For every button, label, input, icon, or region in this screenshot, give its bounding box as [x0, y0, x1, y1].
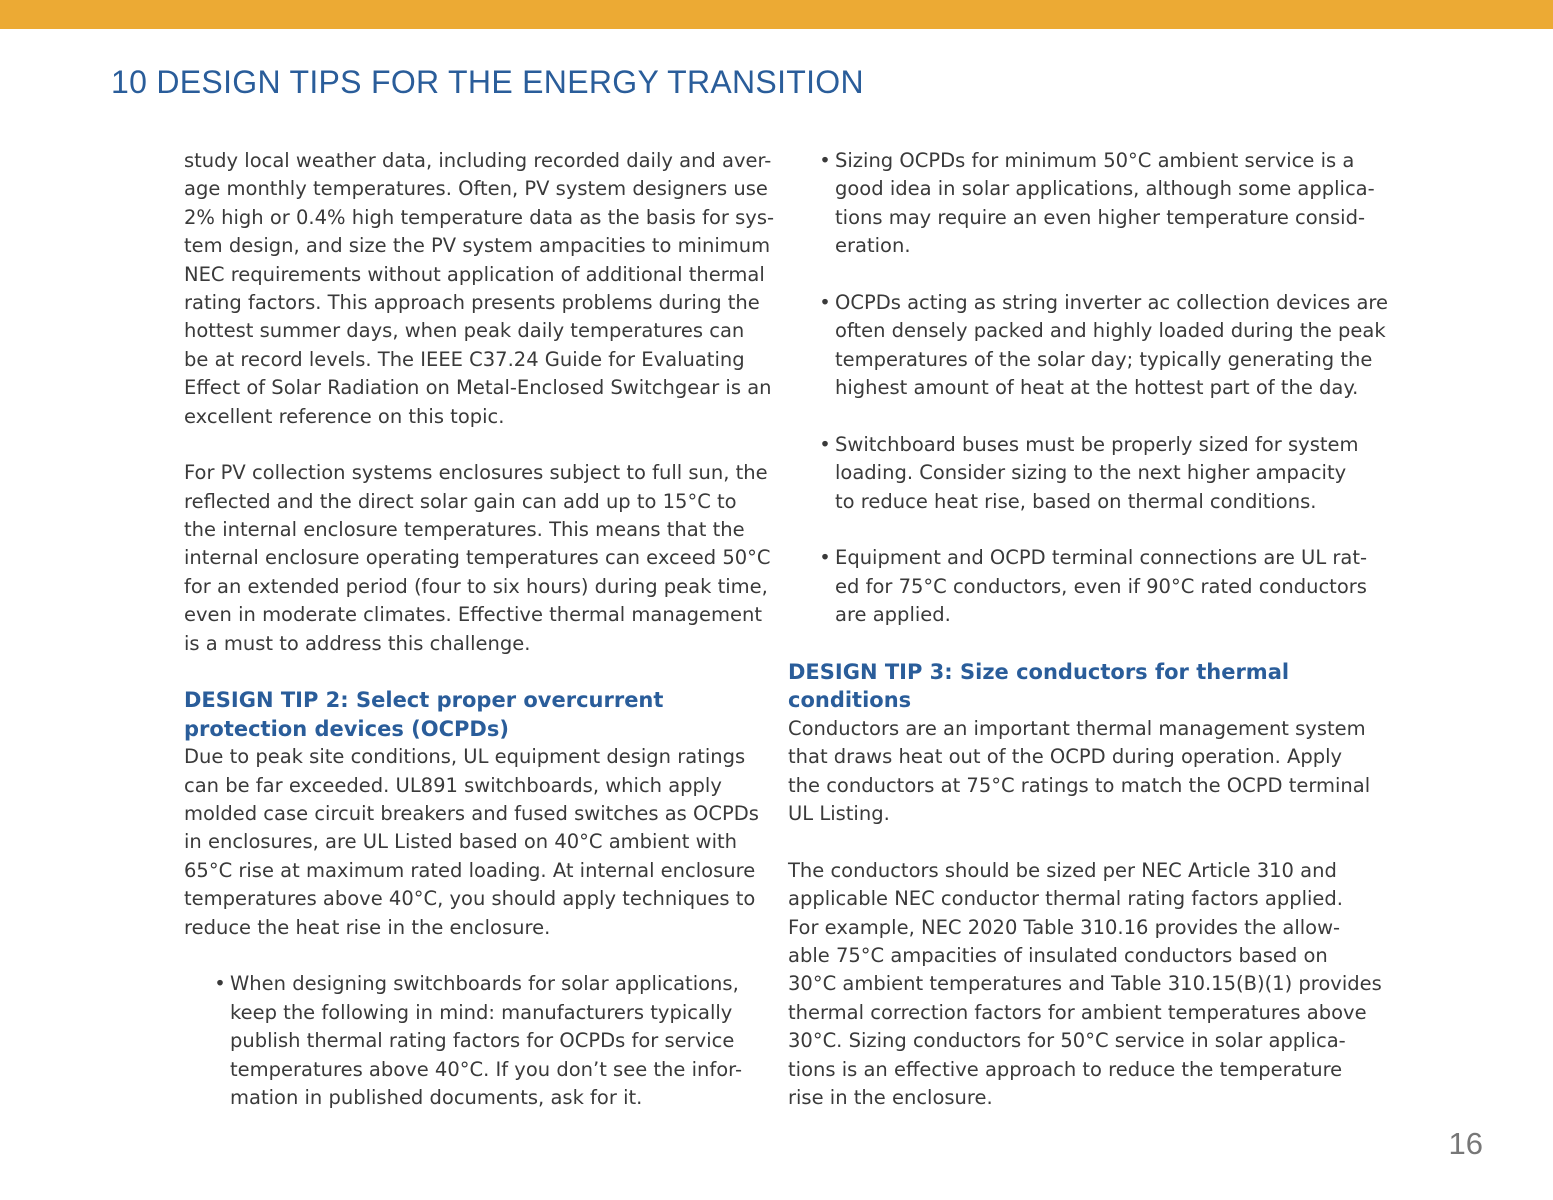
text-line: eration.	[835, 234, 911, 258]
text-line: tions may require an even higher temperature consid-	[835, 205, 1366, 229]
bullet-item	[788, 289, 1388, 403]
paragraph-gap	[184, 942, 779, 970]
text-line: UL Listing.	[788, 801, 890, 825]
design-tip-3-paragraph-1	[788, 715, 1388, 829]
text-line: internal enclosure operating temperatures can exceed 50°C	[184, 546, 771, 570]
text-line: tions is an effective approach to reduce the temperature	[788, 1057, 1343, 1081]
text-line: excellent reference on this topic.	[184, 404, 505, 428]
bullet-dot: •	[819, 432, 831, 456]
paragraph-gap	[788, 403, 1388, 431]
text-line: 30°C. Sizing conductors for 50°C service in solar applica-	[788, 1029, 1346, 1053]
text-line: The conductors should be sized per NEC Article 310 and	[788, 858, 1337, 882]
heading-line: protection devices (OCPDs)	[184, 716, 509, 741]
left-column	[184, 147, 779, 1112]
text-line: publish thermal rating factors for OCPDs for service	[230, 1029, 735, 1053]
text-line: tem design, and size the PV system ampacities to minimum	[184, 234, 771, 258]
text-line: ed for 75°C conductors, even if 90°C rated conductors	[835, 574, 1367, 598]
paragraph-gap	[788, 261, 1388, 289]
text-line: 65°C rise at maximum rated loading. At internal enclosure	[184, 858, 756, 882]
paragraph-gap	[788, 516, 1388, 544]
paragraph-gap	[184, 431, 779, 459]
text-line: can be far exceeded. UL891 switchboards, which apply	[184, 773, 722, 797]
bullet-item	[788, 544, 1388, 629]
heading-line: conditions	[788, 688, 912, 713]
text-line: rating factors. This approach presents problems during the	[184, 290, 760, 314]
text-line: NEC requirements without application of additional thermal	[184, 262, 765, 286]
text-line: reflected and the direct solar gain can add up to 15°C to	[184, 489, 737, 513]
bullet-item	[788, 431, 1388, 516]
text-line: that draws heat out of the OCPD during operation. Apply	[788, 745, 1343, 769]
text-line: Due to peak site conditions, UL equipment design ratings	[184, 745, 746, 769]
text-line: Equipment and OCPD terminal connections are UL rat-	[835, 546, 1368, 570]
text-line: is a must to address this challenge.	[184, 631, 531, 655]
text-line: OCPDs acting as string inverter ac collection devices are	[835, 290, 1389, 314]
page-number: 16	[1448, 1126, 1483, 1161]
text-line: study local weather data, including recorded daily and aver-	[184, 149, 772, 172]
bullet-dot: •	[214, 972, 226, 996]
text-line: applicable NEC conductor thermal rating factors applied.	[788, 887, 1343, 911]
text-line: Switchboard buses must be properly sized for system	[835, 432, 1359, 456]
top-accent-band	[0, 0, 1553, 29]
enclosure-paragraph	[184, 459, 779, 658]
design-tip-2-heading	[184, 686, 779, 743]
text-line: the internal enclosure temperatures. This means that the	[184, 518, 745, 542]
text-line: 2% high or 0.4% high temperature data as the basis for sys-	[184, 205, 775, 229]
text-line: hottest summer days, when peak daily temperatures can	[184, 319, 745, 343]
text-line: in enclosures, are UL Listed based on 40°C ambient with	[184, 830, 738, 854]
text-line: rise in the enclosure.	[788, 1085, 993, 1109]
paragraph-gap	[184, 658, 779, 686]
text-line: mation in published documents, ask for it.	[230, 1085, 643, 1109]
text-line: thermal correction factors for ambient temperatures above	[788, 1000, 1367, 1024]
text-line: age monthly temperatures. Often, PV system designers use	[184, 177, 768, 201]
text-line: Conductors are an important thermal management system	[788, 716, 1366, 740]
text-line: to reduce heat rise, based on thermal conditions.	[835, 489, 1317, 513]
text-line: molded case circuit breakers and fused switches as OCPDs	[184, 801, 759, 825]
text-line: are applied.	[835, 603, 951, 627]
bullet-item	[184, 970, 779, 1112]
text-line: highest amount of heat at the hottest part of the day.	[835, 376, 1359, 400]
right-column	[788, 147, 1388, 1112]
design-tip-3-heading	[788, 658, 1388, 715]
text-line: for an extended period (four to six hours) during peak time,	[184, 574, 768, 598]
text-line: Effect of Solar Radiation on Metal-Enclosed Switchgear is an	[184, 376, 772, 400]
text-line: good idea in solar applications, although some applica-	[835, 177, 1375, 201]
bullet-item	[788, 147, 1388, 261]
text-line: reduce the heat rise in the enclosure.	[184, 915, 551, 939]
design-tip-2-body	[184, 743, 779, 942]
page-title: 10 DESIGN TIPS FOR THE ENERGY TRANSITION	[111, 64, 864, 100]
text-line: For PV collection systems enclosures subject to full sun, the	[184, 461, 768, 485]
text-line: Sizing OCPDs for minimum 50°C ambient service is a	[835, 149, 1355, 172]
text-line: When designing switchboards for solar applications,	[230, 972, 739, 996]
heading-line: DESIGN TIP 2: Select proper overcurrent	[184, 688, 664, 713]
text-line: be at record levels. The IEEE C37.24 Guide for Evaluating	[184, 347, 745, 371]
paragraph-gap	[788, 630, 1388, 658]
text-line: keep the following in mind: manufacturers typically	[230, 1000, 733, 1024]
text-line: 30°C ambient temperatures and Table 310.15(B)(1) provides	[788, 972, 1382, 996]
intro-paragraph	[184, 147, 779, 431]
text-line: able 75°C ampacities of insulated conductors based on	[788, 943, 1328, 967]
bullet-dot: •	[819, 546, 831, 570]
text-line: temperatures above 40°C. If you don’t see the infor-	[230, 1057, 742, 1081]
text-line: even in moderate climates. Effective thermal management	[184, 603, 763, 627]
paragraph-gap	[788, 828, 1388, 856]
text-line: temperatures above 40°C, you should apply techniques to	[184, 887, 756, 911]
text-line: loading. Consider sizing to the next higher ampacity	[835, 461, 1347, 485]
heading-line: DESIGN TIP 3: Size conductors for thermal	[788, 660, 1290, 685]
text-line: the conductors at 75°C ratings to match the OCPD terminal	[788, 773, 1371, 797]
text-line: often densely packed and highly loaded during the peak	[835, 319, 1386, 343]
text-line: For example, NEC 2020 Table 310.16 provides the allow-	[788, 915, 1341, 939]
bullet-dot: •	[819, 290, 831, 314]
bullet-dot: •	[819, 149, 831, 172]
design-tip-3-paragraph-2	[788, 857, 1388, 1113]
text-line: temperatures of the solar day; typically generating the	[835, 347, 1373, 371]
